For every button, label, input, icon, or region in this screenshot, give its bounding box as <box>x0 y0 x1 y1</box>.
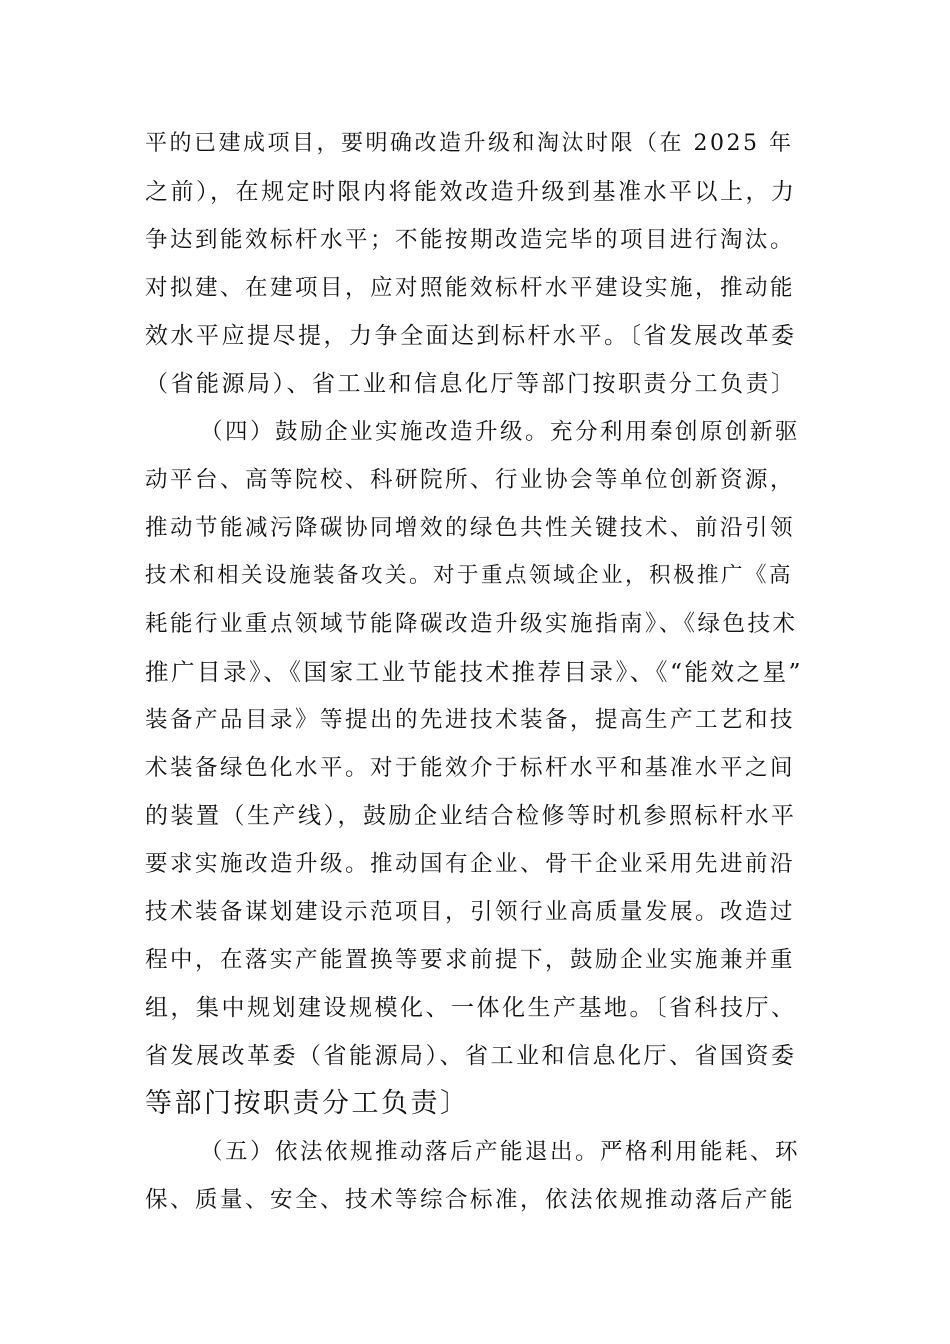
text-line: 要求实施改造升级。推动国有企业、骨干企业采用先进前沿 <box>145 851 796 877</box>
text-line: 推动节能减污降碳协同增效的绿色共性关键技术、前沿引领 <box>145 515 796 541</box>
text-line: 平的已建成项目，要明确改造升级和淘汰时限（在 2025 年 <box>145 131 794 156</box>
text-line: 装备产品目录》等提出的先进技术装备，提高生产工艺和技 <box>145 707 796 733</box>
text-line: （省能源局）、省工业和信息化厅等部门按职责分工负责〕 <box>145 371 797 397</box>
text-line: 之前），在规定时限内将能效改造升级到基准水平以上，力 <box>145 179 797 205</box>
text-line: 推广目录》、《国家工业节能技术推荐目录》、《“能效之星” <box>145 658 804 686</box>
text-line: 等部门按职责分工负责〕 <box>145 1088 470 1119</box>
text-line: 技术和相关设施装备攻关。对于重点领域企业，积极推广《高 <box>145 563 794 588</box>
section-heading-line: （五）依法依规推动落后产能退出。严格利用能耗、环 <box>200 1139 801 1165</box>
text-line: 的装置（生产线），鼓励企业结合检修等时机参照标杆水平 <box>145 803 797 829</box>
text-line: 术装备绿色化水平。对于能效介于标杆水平和基准水平之间 <box>145 755 796 781</box>
text-line: 效水平应提尽提，力争全面达到标杆水平。〔省发展改革委 <box>145 323 797 349</box>
text-line: 保、质量、安全、技术等综合标准，依法依规推动落后产能 <box>145 1187 796 1213</box>
section-heading-line: （四）鼓励企业实施改造升级。充分利用秦创原创新驱 <box>200 419 801 445</box>
text-line: 程中，在落实产能置换等要求前提下，鼓励企业实施兼并重 <box>145 947 796 973</box>
text-line: 争达到能效标杆水平；不能按期改造完毕的项目进行淘汰。 <box>145 227 796 253</box>
text-line: 技术装备谋划建设示范项目，引领行业高质量发展。改造过 <box>145 899 796 925</box>
text-line: 耗能行业重点领域节能降碳改造升级实施指南》、《绿色技术 <box>145 611 798 637</box>
text-line: 动平台、高等院校、科研院所、行业协会等单位创新资源， <box>145 467 796 493</box>
text-line: 省发展改革委（省能源局）、省工业和信息化厅、省国资委 <box>145 1043 797 1069</box>
text-line: 对拟建、在建项目，应对照能效标杆水平建设实施，推动能 <box>145 275 796 301</box>
text-line: 组，集中规划建设规模化、一体化生产基地。〔省科技厅、 <box>145 995 797 1021</box>
